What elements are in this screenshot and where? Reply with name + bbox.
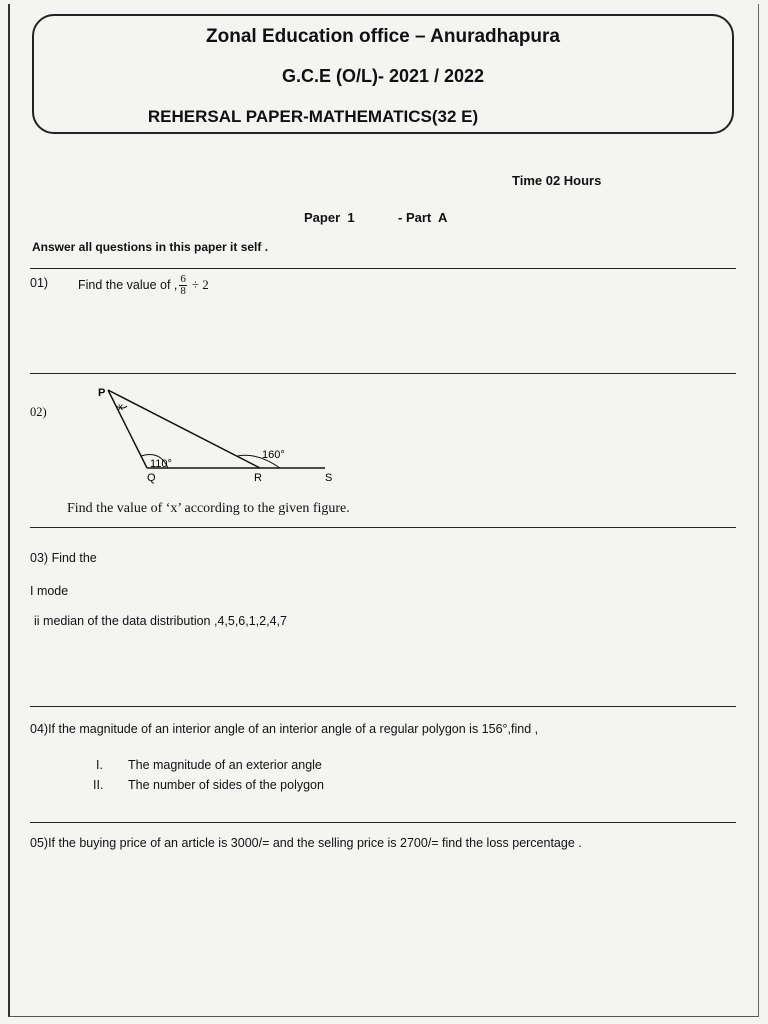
- header-exam: G.C.E (O/L)- 2021 / 2022: [281, 66, 485, 86]
- q1-numerator: 6: [180, 272, 186, 285]
- q1-operator: ÷ 2: [191, 277, 209, 292]
- q3-part-i: I mode: [30, 584, 69, 598]
- paper-number: Paper 1: [304, 210, 355, 225]
- header-paper-title: REHERSAL PAPER-MATHEMATICS(32 E): [147, 107, 479, 126]
- q2-figure: [90, 380, 340, 485]
- q1-question: [78, 270, 209, 300]
- header-office: Zonal Education office – Anuradhapura: [206, 26, 560, 47]
- q2-text: Find the value of ‘x’ according to the given figure.: [67, 501, 350, 516]
- q1-denominator: 8: [180, 284, 186, 297]
- time-allowed: Time 02 Hours: [512, 173, 602, 188]
- paper-part: - Part A: [398, 210, 448, 225]
- q3-part-ii: ii median of the data distribution ,4,5,6,1,2,4,7: [34, 614, 287, 628]
- divider: [30, 822, 736, 823]
- instruction: Answer all questions in this paper it self .: [32, 240, 269, 254]
- label-s: S: [325, 472, 333, 484]
- divider: [30, 527, 736, 528]
- header-box: [32, 14, 734, 134]
- q1-text: Find the value of ,: [78, 278, 178, 292]
- q5-text: 05)If the buying price of an article is 3000/= and the selling price is 2700/= find the loss percentage .: [30, 836, 582, 850]
- q4-item-text: The magnitude of an exterior angle: [128, 758, 322, 772]
- label-angle-r: 160°: [262, 449, 285, 461]
- q4-text: 04)If the magnitude of an interior angle of an interior angle of a regular polygon is 156°,find ,: [30, 722, 539, 736]
- divider: [30, 706, 736, 707]
- label-p: P: [98, 387, 106, 399]
- q2-number: 02): [30, 405, 47, 419]
- label-q: Q: [147, 472, 156, 484]
- divider: [30, 373, 736, 374]
- divider: [30, 268, 736, 269]
- label-r: R: [254, 472, 262, 484]
- q4-item-number: II.: [93, 778, 104, 792]
- label-x: x: [118, 402, 123, 413]
- label-angle-q: 110°: [150, 458, 172, 470]
- q3-heading: [30, 551, 97, 565]
- q1-number: 01): [30, 276, 49, 290]
- q3-number: 03): [30, 551, 49, 565]
- q4-item-number: I.: [96, 758, 103, 772]
- q1-fraction: [179, 274, 187, 297]
- q3-text: Find the: [51, 551, 97, 565]
- q4-item-text: The number of sides of the polygon: [128, 778, 324, 792]
